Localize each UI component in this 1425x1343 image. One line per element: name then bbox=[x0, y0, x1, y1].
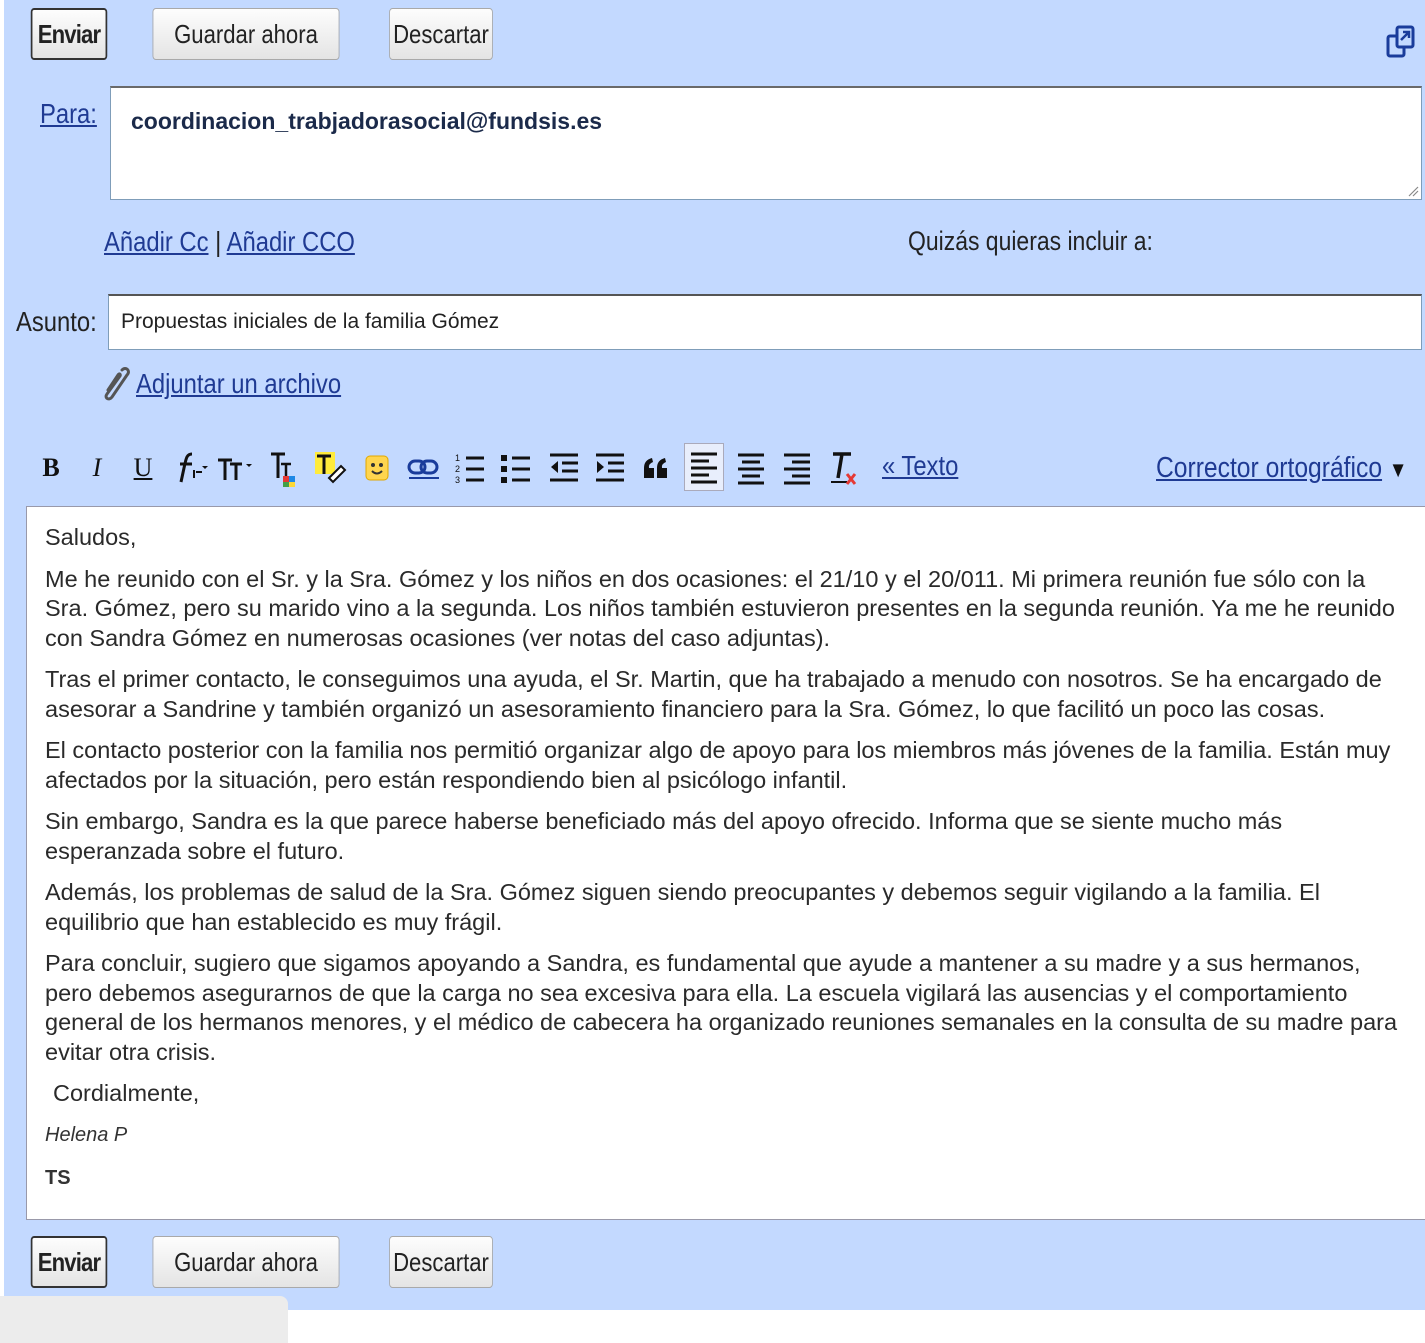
underline-button[interactable]: U bbox=[133, 453, 153, 482]
discard-button-bottom[interactable]: Descartar bbox=[389, 1236, 493, 1288]
save-now-button[interactable]: Guardar ahora bbox=[153, 8, 340, 60]
subject-label: Asunto: bbox=[16, 306, 97, 337]
font-icon[interactable] bbox=[170, 447, 210, 489]
body-paragraph: Me he reunido con el Sr. y la Sra. Gómez y los niños en dos ocasiones: el 21/10 y el 20/011. Mi primera reunión fue sólo con la Sra. Gómez, pero su marido vino a la segunda. Los niños también estuvieron presentes en la segunda reunión. Ya me he reunido con Sandra Gómez en numerosas ocasiones (ver notas del caso adjuntas). bbox=[45, 565, 1395, 651]
suggest-recipients-label: Quizás quieras incluir a: bbox=[908, 226, 1153, 256]
align-right-icon[interactable] bbox=[778, 447, 816, 489]
body-paragraph: El contacto posterior con la familia nos permitió organizar algo de apoyo para los miembros más jóvenes de la familia. Están muy afectados por la situación, pero están respondiendo bien al psicólogo infantil. bbox=[45, 737, 1391, 793]
attach-file-link[interactable]: Adjuntar un archivo bbox=[136, 368, 342, 399]
message-body[interactable] bbox=[26, 506, 1425, 1220]
bold-button[interactable]: B bbox=[42, 453, 60, 482]
cc-links bbox=[104, 226, 355, 258]
svg-text:3: 3 bbox=[455, 475, 461, 485]
spellcheck-link[interactable]: Corrector ortográfico bbox=[1156, 452, 1383, 484]
quote-icon[interactable] bbox=[640, 447, 672, 489]
to-label[interactable]: Para: bbox=[40, 98, 97, 129]
add-bcc-link[interactable]: Añadir CCO bbox=[226, 226, 355, 257]
highlight-color-icon[interactable] bbox=[312, 447, 348, 489]
send-button[interactable]: Enviar bbox=[31, 8, 108, 60]
svg-text:1: 1 bbox=[455, 453, 461, 463]
text-color-icon[interactable] bbox=[266, 447, 302, 489]
to-field[interactable] bbox=[110, 86, 1422, 200]
signature-name: Helena P bbox=[45, 1123, 128, 1146]
closing-line: Cordialmente, bbox=[53, 1080, 200, 1106]
body-paragraph: Además, los problemas de salud de la Sra. Gómez siguen siendo preocupantes y debemos seguir vigilando a la familia. El equilibrio que han establecido es muy frágil. bbox=[45, 879, 1320, 935]
body-paragraph: Saludos, bbox=[45, 524, 137, 550]
cc-separator: | bbox=[215, 226, 222, 257]
paperclip-icon[interactable] bbox=[102, 364, 132, 406]
bottom-tab bbox=[0, 1296, 288, 1343]
body-paragraph: Para concluir, sugiero que sigamos apoyando a Sandra, es fundamental que ayude a mantener a su madre y a sus hermanos, pero debemos asegurarnos de que la carga no sea excesiva para ella. La escuela vigilará las ausencias y el comportamiento general de los hermanos menores, y el médico de cabecera ha organizado reuniones semanales en la consulta de su madre para evitar otra crisis. bbox=[45, 950, 1398, 1065]
chevron-down-icon[interactable]: ▼ bbox=[1388, 457, 1408, 482]
indent-icon[interactable] bbox=[592, 447, 628, 489]
remove-formatting-icon[interactable] bbox=[826, 447, 862, 489]
font-size-icon[interactable] bbox=[216, 447, 256, 489]
svg-text:2: 2 bbox=[455, 464, 461, 474]
message-body-text bbox=[45, 523, 1405, 1194]
body-paragraph: Tras el primer contacto, le conseguimos una ayuda, el Sr. Martin, que ha trabajado a menudo con nosotros. Se ha encargado de asesorar a Sandrine y también organizó un asesoramiento financiero para la Sra. Gómez, lo que facilitó un poco las cosas. bbox=[45, 666, 1382, 722]
align-center-icon[interactable] bbox=[732, 447, 770, 489]
send-button-bottom[interactable]: Enviar bbox=[31, 1236, 108, 1288]
to-recipient: coordinacion_trabjadorasocial@fundsis.es bbox=[131, 108, 603, 134]
spellcheck-control[interactable] bbox=[1156, 452, 1407, 485]
italic-button[interactable]: I bbox=[92, 453, 102, 482]
subject-value: Propuestas iniciales de la familia Gómez bbox=[121, 310, 500, 333]
discard-button[interactable]: Descartar bbox=[389, 8, 493, 60]
add-cc-link[interactable]: Añadir Cc bbox=[104, 226, 209, 257]
emoticon-icon[interactable] bbox=[362, 447, 392, 489]
resize-grip-icon[interactable] bbox=[1407, 185, 1419, 197]
body-paragraph: Sin embargo, Sandra es la que parece haberse beneficiado más del apoyo ofrecido. Informa que se siente mucho más esperanzada sobre el futuro. bbox=[45, 808, 1283, 864]
outdent-icon[interactable] bbox=[546, 447, 582, 489]
compose-panel bbox=[4, 0, 1425, 1310]
align-left-icon[interactable] bbox=[684, 443, 724, 491]
subject-field[interactable] bbox=[108, 294, 1422, 350]
save-now-button-bottom[interactable]: Guardar ahora bbox=[153, 1236, 340, 1288]
plain-text-link[interactable]: « Texto bbox=[882, 450, 959, 481]
numbered-list-icon[interactable] bbox=[452, 447, 488, 489]
popout-window-icon[interactable] bbox=[1386, 24, 1416, 60]
link-icon[interactable] bbox=[406, 447, 442, 489]
signature-role: TS bbox=[45, 1167, 71, 1189]
bulleted-list-icon[interactable] bbox=[498, 447, 534, 489]
